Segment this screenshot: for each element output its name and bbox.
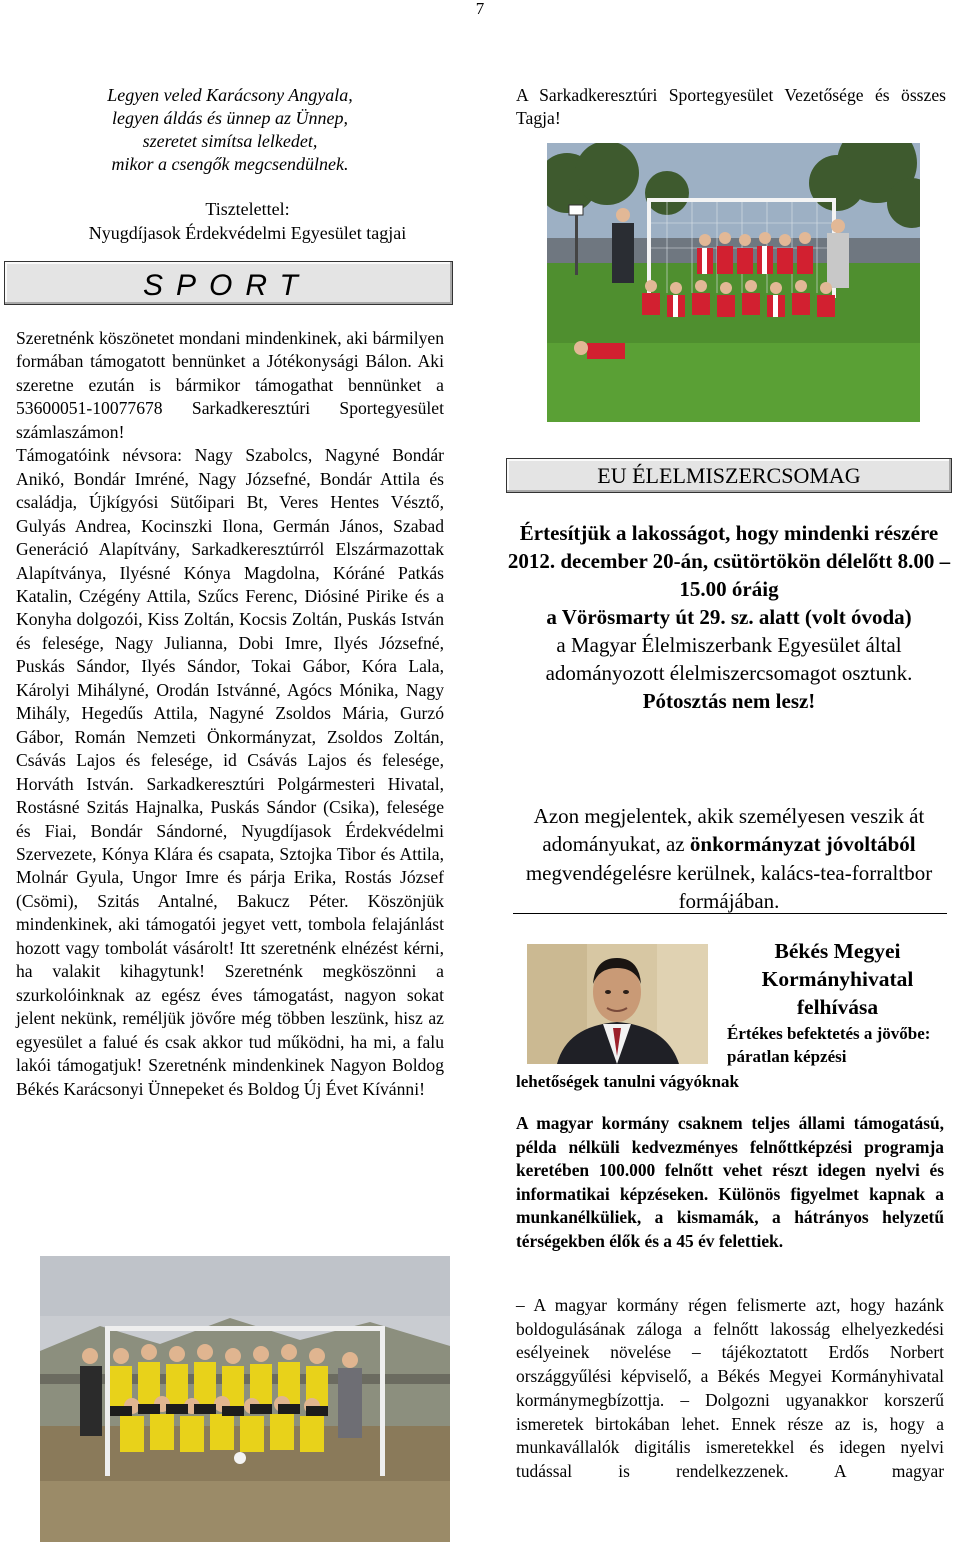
eu-hospitality-text-b: megvendégelésre kerülnek, kalács-tea-forraltbor formájában.: [525, 860, 933, 914]
sport-greeting: A Sarkadkeresztúri Sportegyesület Vezetősége és összes Tagja!: [516, 85, 946, 128]
portrait-photo: [527, 944, 708, 1064]
training-program-body: – A magyar kormány régen felismerte azt, hogy hazánk boldogulásának záloga a felnőtt lakosság elhelyezkedési esélyeinek növelése – tájékoztatott Erdős Norbert országgyűlési képviselő, a Békés Megyei Kormányhivatal kormánymegbízottja. – Dolgozni ugyanakkor korszerű ismeretek birtokában lehet. Ennek része az is, hogy a munkavállalók digitális ismeretekkel és idegen nyelvi tudással is rendelkezzenek. A magyar: [516, 1295, 944, 1481]
eu-notice-provider: a Magyar Élelmiszerbank Egyesület által adományozott élelmiszercsomagot osztunk.: [545, 633, 913, 685]
christmas-poem: [40, 84, 420, 176]
poem-signature: [40, 197, 455, 245]
regards-author: Nyugdíjasok Érdekvédelmi Egyesület tagjai: [88, 223, 407, 243]
poem-line: mikor a csengők megcsendülnek.: [111, 154, 349, 174]
government-office-title: Békés Megyei Kormányhivatal felhívása: [761, 939, 914, 1019]
section-divider: [513, 913, 947, 914]
sport-title: SPORT: [143, 269, 311, 302]
sport-section-header: [4, 261, 453, 305]
eu-hospitality-text-a: Azon megjelentek, akik személyesen veszik át adományukat, az: [533, 804, 925, 857]
sport-supporters-paragraph: Támogatóink névsora: Nagy Szabolcs, Nagyné Bondár Anikó, Bondár Imréné, Nagy Józsefné, Bondár Attila és családja, Újkígyósi Sütőipari Bt, Veres Hentes Vésztő, Gulyás Andrea, Kocinszki Ilona, Germán János, Szabad Generáció Alapítvány, Sarkadkeresztúrról Elszármazottak Alapítványa, Ilyésné Kónya Magdolna, Kóráné Patkás Katalin, Czégény Attila, Szűcs Ferenc, Diósiné Pirike és a Konyha dolgozói, Kiss Zoltán, Kocsis Zoltán, Puskás István és felesége, Nagy Julianna, Dobi Imre, Ilyés Józsefné, Puskás Sándor, Ilyés Sándor, Tokai Gábor, Kóra Lala, Károlyi Mihályné, Orodán Istvánné, Agócs Mónika, Nagy Mihály, Hegedűs Attila, Nagyné Zsoldos Mária, Gurzó Gábor, Román Nemzeti Önkormányzat, Zsoldos Zoltán, Csávás Lajos és felesége, id Csávás Lajos és felesége, Horváth István. Sarkadkeresztúri Polgármesteri Hivatal, Rostásné Szitás Hajnalka, Puskás Sándor (Csika), felesége és Fiai, Bondár Sándorné, Nyugdíjasok Érdekvédelmi Szervezete, Kónya Klára és csapata, Sztojka Tibor és Attila, Molnár Gyula, Ungor Imre és párja Erika, Rostás József (Csömi), Szitás Antalné, Bakucz Péter. Köszönjük mindenkinek, aki támogatói jegyet vett, tombola felajánlást hozott vagy tombolát vásárolt! Itt szeretnénk elnézést kérni, ha valakit kihagytunk! Szeretnénk megköszönni a szurkolóinknak az egész éves támogatást, nagyon sokat jelent nekünk, reméljük jövőre még többen leszünk, hisz az egyesület a falué és csak akkor tud működni, ha mi, a falu lakói támogatjuk! Szeretnénk mindenkinek Nagyon Boldog Békés Karácsonyi Ünnepeket és Boldog Új Évet Kívánni!: [16, 445, 444, 1099]
poem-line: legyen áldás és ünnep az Ünnep,: [112, 108, 348, 128]
eu-notice-address: a Vörösmarty út 29. sz. alatt (volt óvoda): [546, 605, 912, 629]
eu-hospitality-notice: [506, 802, 952, 916]
sport-article: [16, 327, 444, 1101]
eu-notice-line: Értesítjük a lakosságot, hogy mindenki részére: [519, 521, 939, 545]
eu-notice-warning: Pótosztás nem lesz!: [642, 689, 816, 713]
page-number: 7: [475, 0, 485, 18]
training-program-lead: A magyar kormány csaknem teljes állami támogatású, példa nélküli kedvezményes felnőttképzési programja keretében 100.000 felnőtt vehet részt idegen nyelvi és informatikai képzéseken. Különös figyelmet kapnak a munkanélküliek, a kismamák, a hátrányos helyzetű térségekben élők és a 45 év felettiek.: [516, 1113, 944, 1251]
regards-label: Tisztelettel:: [205, 199, 290, 219]
adult-team-photo: [40, 1256, 450, 1542]
eu-hospitality-bold: önkormányzat jóvoltából: [689, 832, 916, 857]
government-office-subtitle-cont: lehetőségek tanulni vágyóknak: [516, 1072, 739, 1091]
sport-thanks-paragraph: Szeretnénk köszönetet mondani mindenkinek, aki bármilyen formában támogatott bennünket a Jótékonysági Bálon. Aki szeretne ezután is bármikor támogathat bennünket a 53600051-10077678 Sarkadkeresztúri Sportegyesület számlaszámon!: [16, 328, 444, 442]
youth-team-photo: [547, 143, 920, 422]
government-office-subtitle: Értékes befektetés a jövőbe: páratlan képzési: [727, 1024, 931, 1066]
poem-line: szeretet simítsa lelkedet,: [142, 131, 318, 151]
eu-food-package-header: EU ÉLELMISZERCSOMAG: [506, 458, 952, 493]
eu-notice-date: 2012. december 20-án, csütörtökön délelőtt 8.00 – 15.00 óráig: [507, 549, 951, 601]
eu-notice: [506, 519, 952, 715]
poem-line: Legyen veled Karácsony Angyala,: [107, 85, 353, 105]
